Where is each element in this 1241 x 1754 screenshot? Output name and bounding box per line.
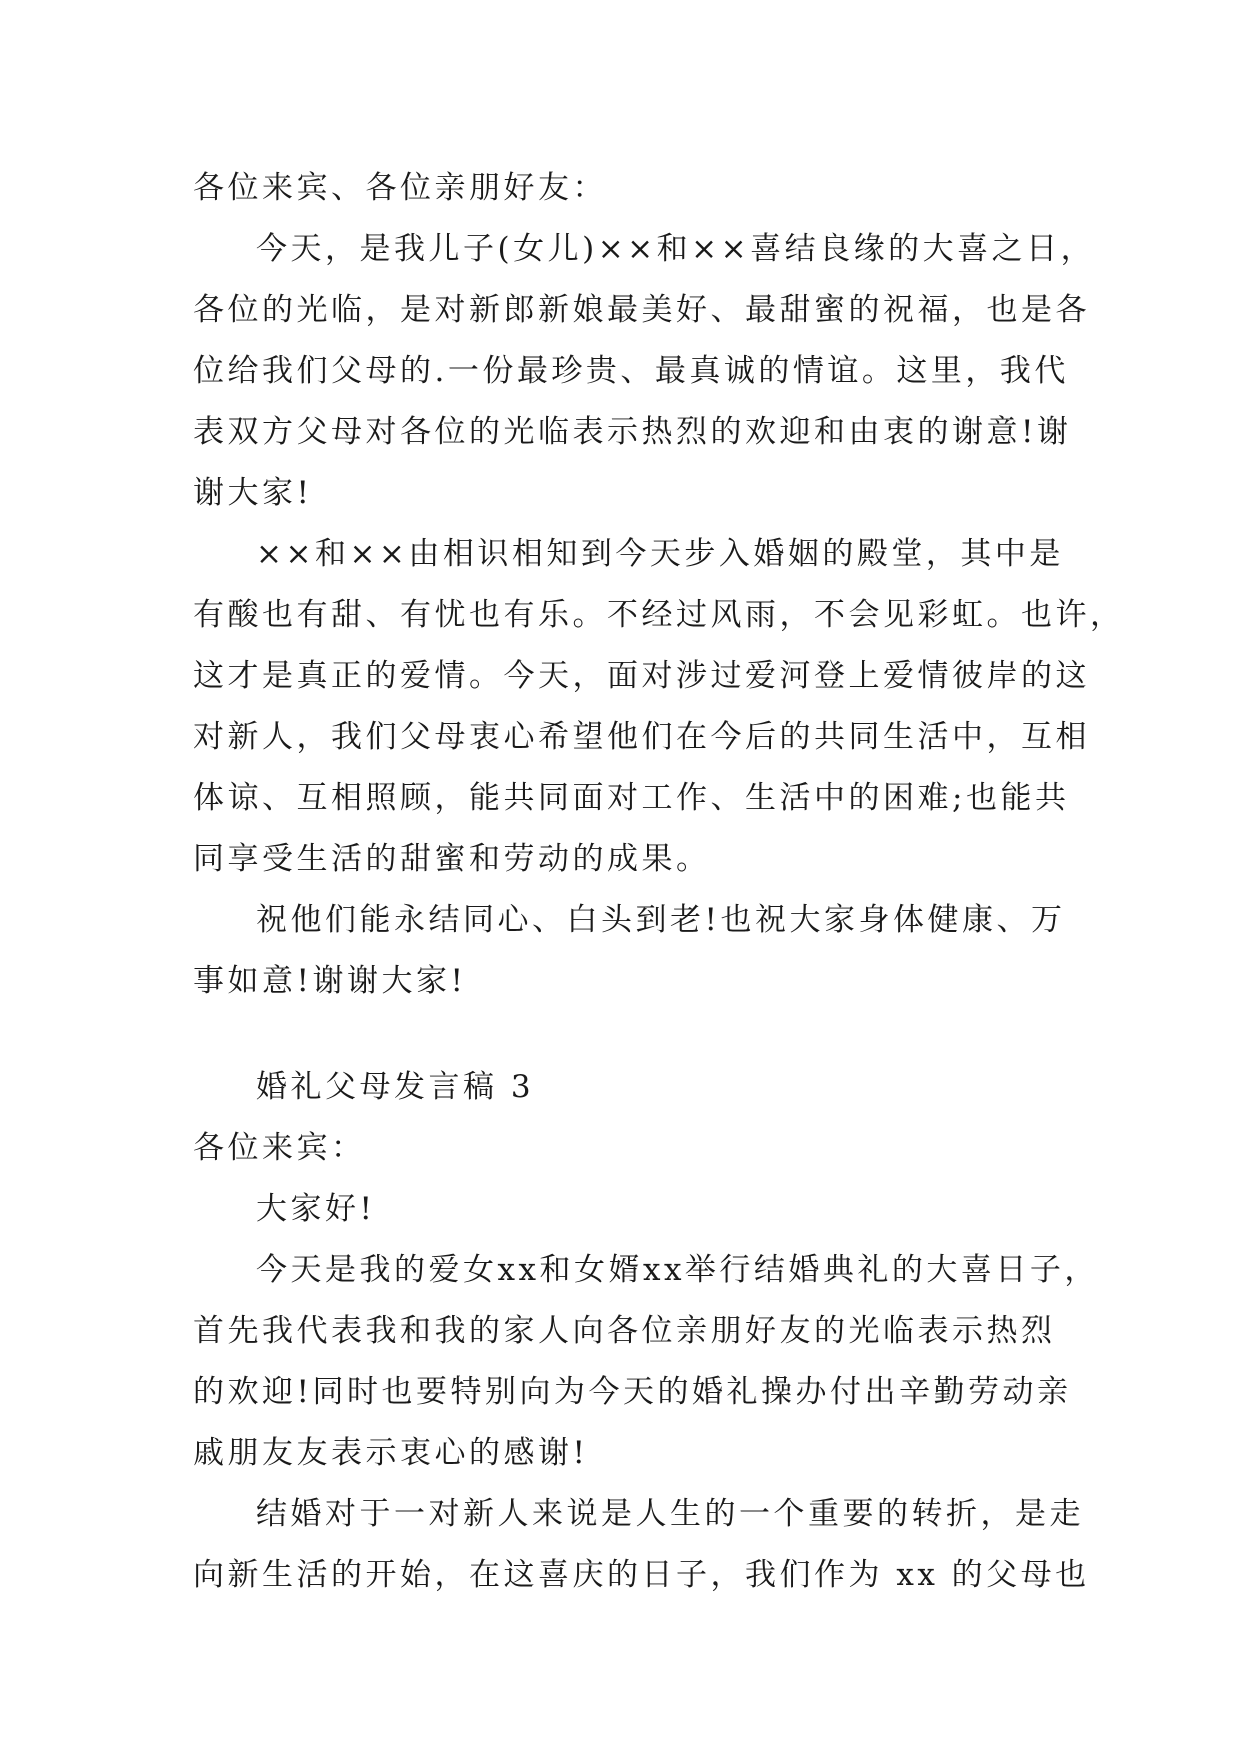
- paragraph-line: 今天是我的爱女xx和女婿xx举行结婚典礼的大喜日子，: [256, 1252, 1099, 1288]
- document-body: [193, 158, 1125, 1606]
- paragraph-line: 结婚对于一对新人来说是人生的一个重要的转折，是走: [256, 1496, 1084, 1532]
- paragraph-line: 祝他们能永结同心、白头到老!也祝大家身体健康、万: [256, 902, 1066, 938]
- paragraph-line: 戚朋友友表示衷心的感谢!: [193, 1435, 589, 1471]
- section-title: 婚礼父母发言稿 3: [256, 1069, 535, 1105]
- salutation: 各位来宾、各位亲朋好友：: [193, 170, 607, 206]
- paragraph-line: 位给我们父母的.一份最珍贵、最真诚的情谊。这里，我代: [193, 353, 1069, 389]
- paragraph-line: 各位的光临，是对新郎新娘最美好、最甜蜜的祝福，也是各: [193, 292, 1090, 328]
- paragraph: [193, 1484, 1090, 1606]
- paragraph-line: 事如意!谢谢大家!: [193, 963, 467, 999]
- paragraph-line: 谢大家!: [193, 475, 313, 511]
- paragraph: [193, 219, 1096, 524]
- paragraph-line: 的欢迎!同时也要特别向为今天的婚礼操办付出辛勤劳动亲: [193, 1374, 1072, 1410]
- paragraph: [193, 890, 1066, 1012]
- section-spacer: [193, 1012, 1053, 1057]
- paragraph-line: 今天，是我儿子(女儿)××和××喜结良缘的大喜之日，: [256, 231, 1096, 267]
- paragraph-line: 这才是真正的爱情。今天，面对涉过爱河登上爱情彼岸的这: [193, 658, 1090, 694]
- paragraph-line: 有酸也有甜、有忧也有乐。不经过风雨，不会见彩虹。也许，: [193, 597, 1125, 633]
- paragraph-line: 体谅、互相照顾，能共同面对工作、生活中的困难;也能共: [193, 780, 1070, 816]
- paragraph-line: 向新生活的开始，在这喜庆的日子，我们作为 xx 的父母也: [193, 1557, 1090, 1593]
- paragraph: [193, 1240, 1099, 1484]
- paragraph-line: 对新人，我们父母衷心希望他们在今后的共同生活中，互相: [193, 719, 1090, 755]
- greeting: 大家好!: [256, 1191, 376, 1227]
- salutation: 各位来宾：: [193, 1130, 366, 1166]
- paragraph-line: 同享受生活的甜蜜和劳动的成果。: [193, 841, 711, 877]
- paragraph-line: 表双方父母对各位的光临表示热烈的欢迎和由衷的谢意!谢: [193, 414, 1072, 450]
- paragraph: [193, 524, 1125, 890]
- paragraph-line: 首先我代表我和我的家人向各位亲朋好友的光临表示热烈: [193, 1313, 1056, 1349]
- paragraph-line: ××和××由相识相知到今天步入婚姻的殿堂，其中是: [256, 536, 1064, 572]
